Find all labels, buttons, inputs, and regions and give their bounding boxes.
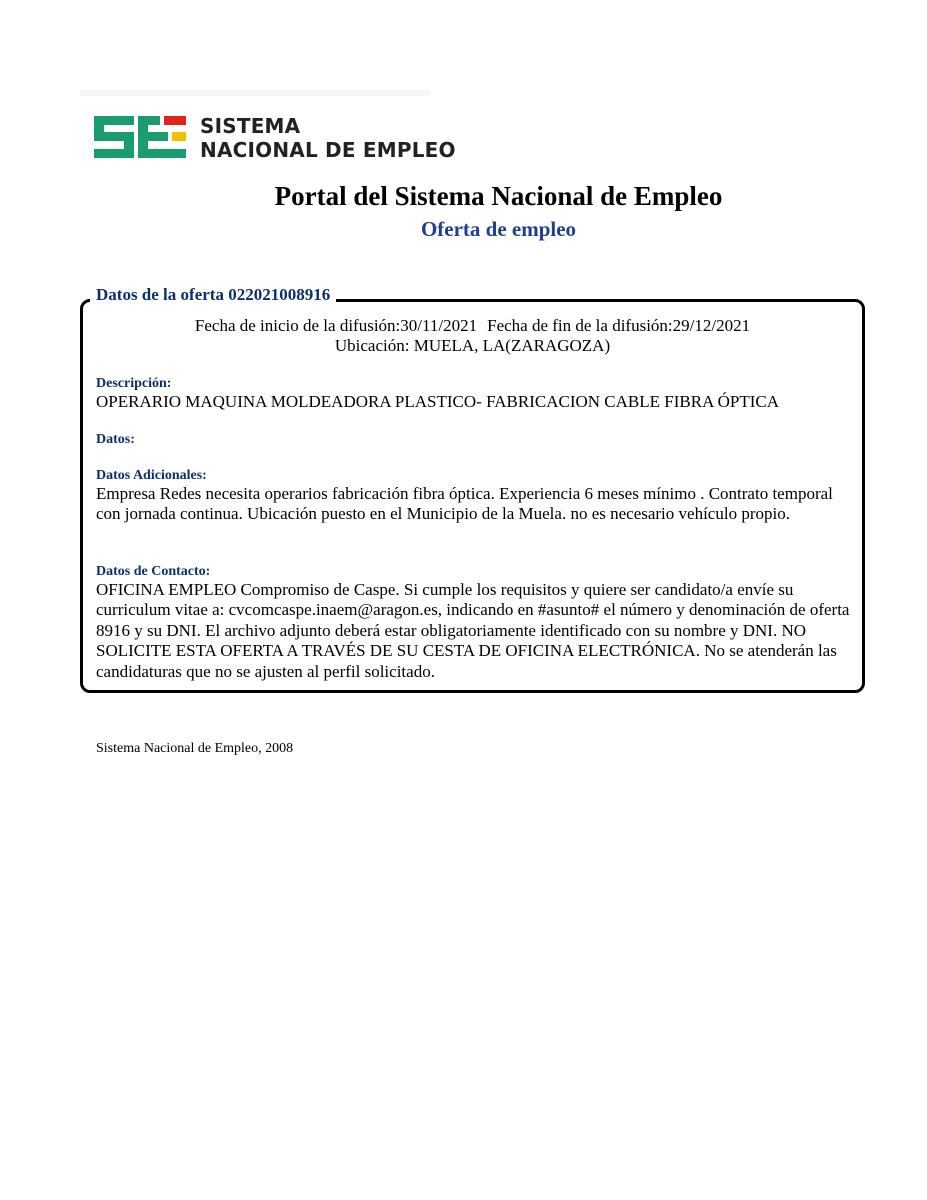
start-date: 30/11/2021 <box>400 316 478 335</box>
additional-data-text: Empresa Redes necesita operarios fabricación fibra óptica. Experiencia 6 meses mínimo . Contrato temporal con jornada continua. Ubicación puesto en el Municipio de la Muela. no es necesario vehículo propio. <box>96 484 833 524</box>
page-title: Portal del Sistema Nacional de Empleo <box>274 181 723 211</box>
logo-line-2: NACIONAL DE EMPLEO <box>200 138 456 162</box>
end-date-label: Fecha de fin de la difusión: <box>487 316 673 335</box>
location-line <box>80 336 865 356</box>
location-label: Ubicación: <box>334 336 410 355</box>
logo-text <box>200 114 456 162</box>
description-label: Descripción: <box>96 376 172 391</box>
contact-data-text: OFICINA EMPLEO Compromiso de Caspe. Si cumple los requisitos y quiere ser candidato/a envíe su curriculum vitae a: cvcomcaspe.inaem@aragon.es, indicando en #asunto# el número y denominación de oferta 8916 y su DNI. El archivo adjunto deberá estar obligatoriamente identificado con su nombre y DNI. NO SOLICITE ESTA OFERTA A TRAVÉS DE SU CESTA DE OFICINA ELECTRÓNICA. No se atenderán las candidaturas que no se ajusten al perfil solicitado. <box>96 580 850 681</box>
end-date: 29/12/2021 <box>672 316 751 335</box>
page-subtitle: Oferta de empleo <box>420 217 577 241</box>
additional-data-label: Datos Adicionales: <box>96 468 207 483</box>
header-strip <box>80 90 430 96</box>
location-value: MUELA, LA(ZARAGOZA) <box>413 336 611 355</box>
sne-logo <box>94 114 456 162</box>
contact-data-label: Datos de Contacto: <box>96 564 211 579</box>
dates-line <box>80 316 865 336</box>
logo-line-1: SISTEMA <box>200 114 301 138</box>
description-text: OPERARIO MAQUINA MOLDEADORA PLASTICO- FABRICACION CABLE FIBRA ÓPTICA <box>96 392 780 411</box>
footer-text: Sistema Nacional de Empleo, 2008 <box>96 741 294 756</box>
sne-logo-icon <box>94 116 188 158</box>
data-label: Datos: <box>96 432 135 447</box>
offer-legend: Datos de la oferta 022021008916 <box>90 285 336 305</box>
start-date-label: Fecha de inicio de la difusión: <box>194 316 401 335</box>
